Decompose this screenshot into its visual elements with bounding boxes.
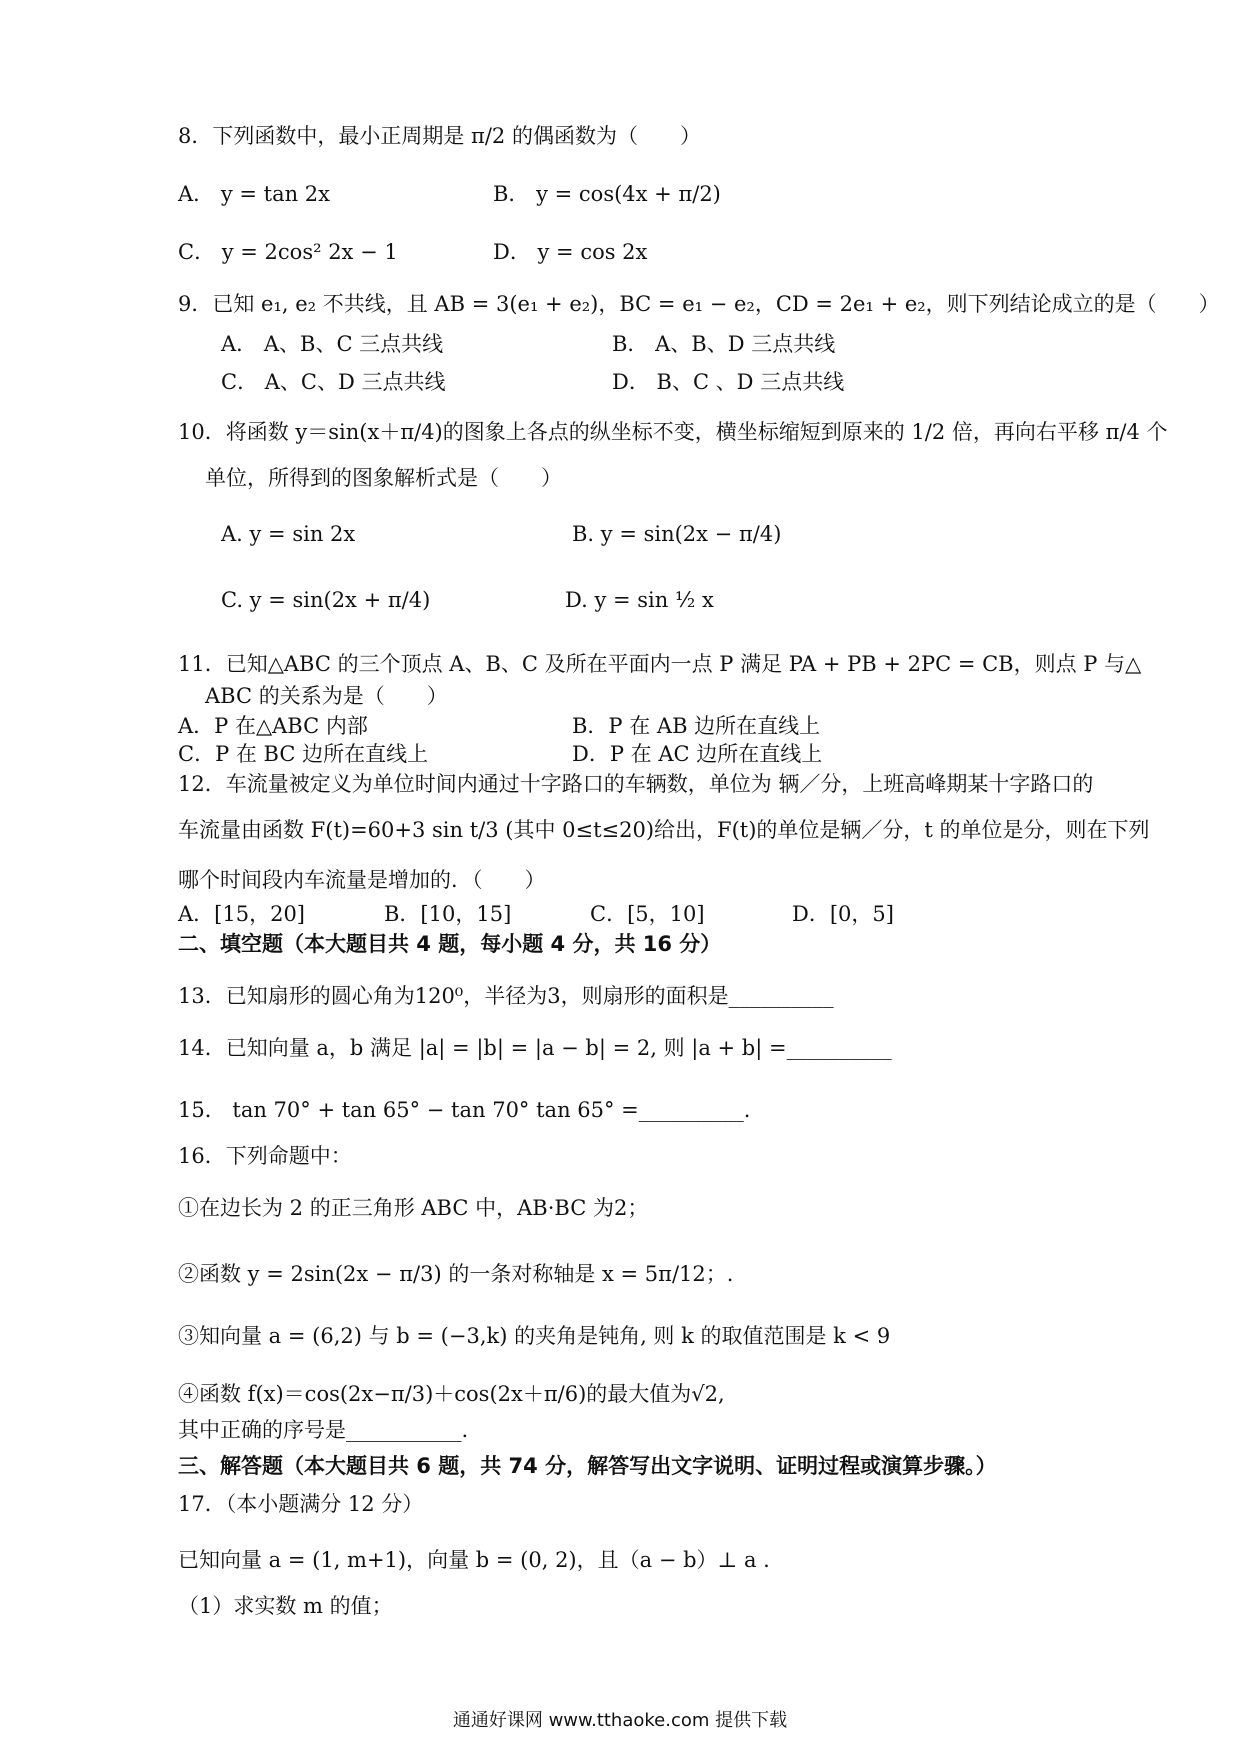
q17-stem: 已知向量 a = (1, m+1)，向量 b = (0, 2)，且（a − b）⊥ a . <box>178 1548 770 1572</box>
q9-option-b: B． A、B、D 三点共线 <box>612 332 836 356</box>
q11-option-d: D．P 在 AC 边所在直线上 <box>572 742 823 766</box>
q16-answer-line: 其中正确的序号是___________. <box>178 1418 469 1442</box>
q12-option-c: C．[5，10] <box>590 902 705 926</box>
q8-option-d: D． y = cos 2x <box>493 240 648 264</box>
section-heading-solutions: 三、解答题（本大题目共 6 题，共 74 分，解答写出文字说明、证明过程或演算步骤。） <box>178 1454 997 1478</box>
q16-stem: 16．下列命题中： <box>178 1144 352 1168</box>
q11-stem-line1: 11．已知△ABC 的三个顶点 A、B、C 及所在平面内一点 P 满足 PA + PB + 2PC = CB，则点 P 与△ <box>178 652 1142 676</box>
q10-option-c: C. y = sin(2x + π/4) <box>221 588 431 612</box>
section-heading-fill-in: 二、填空题（本大题目共 4 题，每小题 4 分，共 16 分） <box>178 932 722 956</box>
q11-option-c: C．P 在 BC 边所在直线上 <box>178 742 429 766</box>
q13: 13．已知扇形的圆心角为120⁰，半径为3，则扇形的面积是__________ <box>178 984 834 1008</box>
q9-stem: 9．已知 e₁, e₂ 不共线，且 AB = 3(e₁ + e₂)，BC = e₁ − e₂，CD = 2e₁ + e₂，则下列结论成立的是（ ） <box>178 292 1220 316</box>
q12-option-b: B．[10，15] <box>384 902 512 926</box>
q12-option-a: A．[15，20] <box>178 902 305 926</box>
q8-option-c: C． y = 2cos² 2x − 1 <box>178 240 398 264</box>
q12-option-d: D．[0，5] <box>792 902 894 926</box>
q9-option-c: C． A、C、D 三点共线 <box>221 370 446 394</box>
q10-option-a: A. y = sin 2x <box>221 522 356 546</box>
q10-stem-line2: 单位，所得到的图象解析式是（ ） <box>205 466 562 490</box>
q17-part-1: （1）求实数 m 的值； <box>178 1594 393 1618</box>
q16-proposition-3: ③知向量 a = (6,2) 与 b = (−3,k) 的夹角是钝角, 则 k 的取值范围是 k < 9 <box>178 1324 891 1348</box>
q9-option-a: A． A、B、C 三点共线 <box>221 332 444 356</box>
q12-stem-line2: 车流量由函数 F(t)=60+3 sin t/3 (其中 0≤t≤20)给出，F(t)的单位是辆／分，t 的单位是分，则在下列 <box>178 818 1150 842</box>
page-footer: 通通好课网 www.tthaoke.com 提供下载 <box>452 1710 788 1731</box>
q8-option-b: B． y = cos(4x + π/2) <box>493 182 721 206</box>
q16-proposition-2: ②函数 y = 2sin(2x − π/3) 的一条对称轴是 x = 5π/12；. <box>178 1262 734 1286</box>
q9-option-d: D． B、C 、D 三点共线 <box>612 370 845 394</box>
q14: 14．已知向量 a，b 满足 |a| = |b| = |a − b| = 2, 则 |a + b| =__________ <box>178 1036 892 1060</box>
q11-option-a: A．P 在△ABC 内部 <box>178 714 368 738</box>
q15: 15． tan 70° + tan 65° − tan 70° tan 65° =__________. <box>178 1098 751 1122</box>
q12-stem-line3: 哪个时间段内车流量是增加的．（ ） <box>178 868 546 892</box>
q10-option-b: B. y = sin(2x − π/4) <box>572 522 782 546</box>
q8-stem: 8．下列函数中，最小正周期是 π/2 的偶函数为（ ） <box>178 124 701 148</box>
q8-option-a: A． y = tan 2x <box>178 182 331 206</box>
q10-option-d: D. y = sin ½ x <box>565 588 714 612</box>
q10-stem-line1: 10．将函数 y＝sin(x＋π/4)的图象上各点的纵坐标不变，横坐标缩短到原来的 1/2 倍，再向右平移 π/4 个 <box>178 420 1168 444</box>
q11-option-b: B．P 在 AB 边所在直线上 <box>572 714 821 738</box>
q12-stem-line1: 12．车流量被定义为单位时间内通过十字路口的车辆数，单位为 辆／分，上班高峰期某十字路口的 <box>178 772 1094 796</box>
q11-stem-line2: ABC 的关系为是（ ） <box>205 684 448 708</box>
q16-proposition-4: ④函数 f(x)＝cos(2x−π/3)＋cos(2x＋π/6)的最大值为√2, <box>178 1382 725 1406</box>
q17-title: 17．（本小题满分 12 分） <box>178 1492 424 1516</box>
q16-proposition-1: ①在边长为 2 的正三角形 ABC 中，AB·BC 为2； <box>178 1196 649 1220</box>
